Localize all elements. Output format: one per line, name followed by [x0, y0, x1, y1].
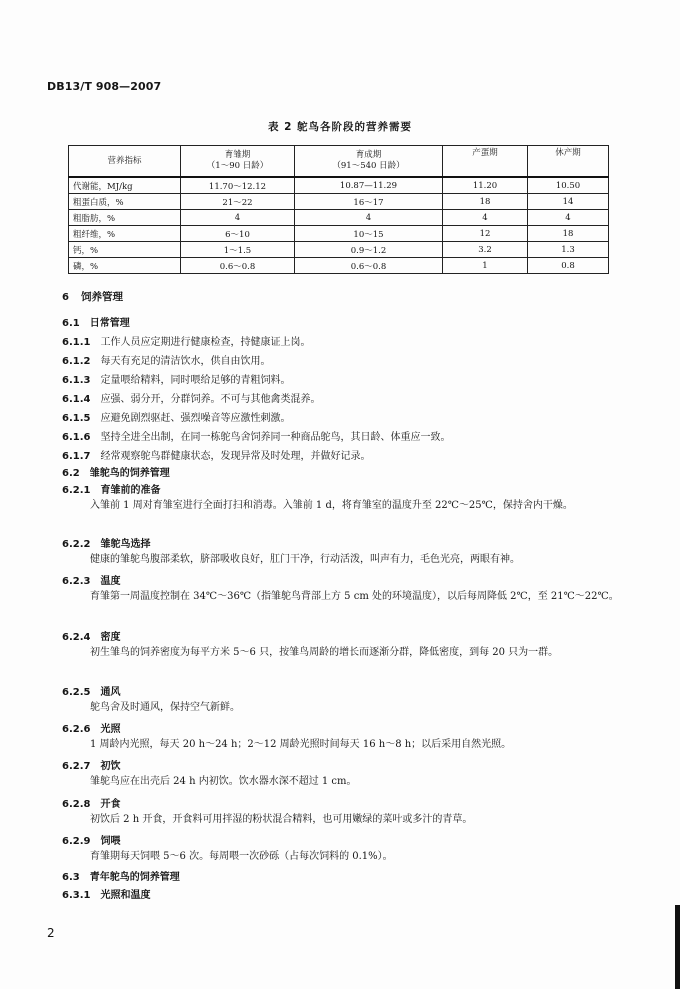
table-cell: 4 [295, 210, 443, 226]
table-row [69, 194, 609, 210]
column-header-name: 育雏期 [224, 150, 251, 160]
table-row [69, 210, 609, 226]
table-row [69, 258, 609, 274]
table-cell: 11.20 [443, 177, 528, 194]
clause [62, 409, 290, 424]
section-title: 雏鸵鸟选择 [100, 539, 151, 550]
table-row [69, 242, 609, 258]
table-cell: 0.6～0.8 [295, 258, 443, 274]
section-number: 6.3.1 [62, 890, 91, 901]
clause-number: 6.1.2 [62, 356, 91, 367]
page-edge-mark [675, 905, 680, 989]
section-title: 初饮 [100, 761, 121, 772]
table-cell: 18 [443, 194, 528, 210]
column-header-name: 营养指标 [107, 155, 142, 166]
document-id: DB13/T 908—2007 [47, 80, 162, 93]
table-cell: 1 [443, 258, 528, 274]
clause-number: 6.1.4 [62, 394, 91, 405]
clause-number: 6.1.7 [62, 451, 91, 462]
section-number: 6.2.8 [62, 799, 91, 810]
section-title: 温度 [100, 576, 121, 587]
section-number: 6.2.2 [62, 539, 91, 550]
table-cell: 10.87—11.29 [295, 177, 443, 194]
section-heading [62, 314, 130, 329]
section-title: 密度 [100, 632, 121, 643]
paragraph: 入雏前 1 周对育雏室进行全面打扫和消毒。入雏前 1 d，将育雏室的温度升至 22℃～25℃，保持舍内干燥。 [90, 500, 573, 511]
table-cell: 12 [443, 226, 528, 242]
table-cell: 1～1.5 [181, 242, 295, 258]
clause-text: 应强、弱分开，分群饲养。不可与其他禽类混养。 [100, 394, 321, 405]
section-title: 青年鸵鸟的饲养管理 [89, 872, 180, 883]
table-cell: 10～15 [295, 226, 443, 242]
section-number: 6.2.6 [62, 724, 91, 735]
paragraph: 1 周龄内光照，每天 20 h～24 h；2～12 周龄光照时间每天 16 h～8 h；以后采用自然光照。 [90, 739, 512, 750]
table-header-row [69, 146, 609, 178]
table-cell: 钙，% [69, 242, 181, 258]
table-cell: 6～10 [181, 226, 295, 242]
column-header-name: 产蛋期 [472, 148, 498, 158]
clause [62, 371, 290, 386]
clause [62, 447, 370, 462]
table-cell: 粗脂肪，% [69, 210, 181, 226]
table-row [69, 226, 609, 242]
page-number: 2 [47, 926, 55, 940]
section-title: 育雏前的准备 [100, 485, 161, 496]
table-cell: 16～17 [295, 194, 443, 210]
table-cell: 21～22 [181, 194, 295, 210]
section-number: 6.1 [62, 318, 80, 329]
paragraph: 鸵鸟舍及时通风，保持空气新鲜。 [90, 702, 240, 713]
subsection-heading [62, 481, 160, 496]
table-cell: 粗纤维，% [69, 226, 181, 242]
table-cell: 11.70～12.12 [181, 177, 295, 194]
table-row [69, 177, 609, 194]
paragraph: 初饮后 2 h 开食，开食料可用拌湿的粉状混合精料，也可用嫩绿的菜叶或多汁的青草。 [90, 814, 473, 825]
column-header [528, 146, 609, 178]
column-header [181, 146, 295, 178]
column-header-name: 育成期 [355, 150, 382, 160]
table-cell: 10.50 [528, 177, 609, 194]
column-header [69, 146, 181, 178]
clause-number: 6.1.6 [62, 432, 91, 443]
clause [62, 390, 320, 405]
paragraph: 育雏第一周温度控制在 34℃～36℃（指雏鸵鸟背部上方 5 cm 处的环境温度），以后每周降低 2℃，至 21℃～22℃。 [90, 591, 619, 602]
clause-text: 应避免剧烈驱赶、强烈噪音等应激性刺激。 [100, 413, 291, 424]
section-number: 6.2 [62, 468, 80, 479]
section-heading [62, 868, 180, 883]
subsection-heading [62, 535, 150, 550]
clause-number: 6.1.3 [62, 375, 91, 386]
table-caption: 表 2 鸵鸟各阶段的营养需要 [267, 121, 413, 133]
clause-text: 每天有充足的清洁饮水，供自由饮用。 [100, 356, 271, 367]
column-header-sub: （91～540 日龄） [332, 161, 405, 171]
column-header-sub: （1～90 日龄） [206, 161, 269, 171]
clause [62, 352, 270, 367]
paragraph: 雏鸵鸟应在出壳后 24 h 内初饮。饮水器水深不超过 1 cm。 [90, 776, 357, 787]
clause-text: 坚持全进全出制，在同一栋鸵鸟舍饲养同一种商品鸵鸟，其日龄、体重应一致。 [100, 432, 451, 443]
section-title: 雏鸵鸟的饲养管理 [89, 468, 170, 479]
subsection-heading [62, 683, 120, 698]
paragraph: 育雏期每天饲喂 5～6 次。每周喂一次砂砾（占每次饲料的 0.1%）。 [90, 851, 393, 862]
section-title: 光照 [100, 724, 121, 735]
section-title: 通风 [100, 687, 121, 698]
table-cell: 磷，% [69, 258, 181, 274]
clause-text: 工作人员应定期进行健康检查，持健康证上岗。 [100, 337, 311, 348]
table-cell: 1.3 [528, 242, 609, 258]
section-number: 6.2.9 [62, 836, 91, 847]
clause-text: 定量喂给精料，同时喂给足够的青粗饲料。 [100, 375, 291, 386]
section-heading [62, 464, 170, 479]
subsection-heading [62, 886, 150, 901]
section-number: 6.2.5 [62, 687, 91, 698]
clause-text: 经常观察鸵鸟群健康状态，发现异常及时处理，并做好记录。 [100, 451, 371, 462]
section-number: 6.2.3 [62, 576, 91, 587]
section-number: 6 [62, 292, 69, 303]
section-title: 开食 [100, 799, 121, 810]
table-cell: 0.9～1.2 [295, 242, 443, 258]
paragraph: 健康的雏鸵鸟腹部柔软，脐部吸收良好，肛门干净，行动活泼，叫声有力，毛色光亮，两眼有神。 [90, 554, 520, 565]
nutrition-table [68, 145, 609, 274]
column-header [295, 146, 443, 178]
table-cell: 14 [528, 194, 609, 210]
section-title: 日常管理 [89, 318, 130, 329]
section-number: 6.2.7 [62, 761, 91, 772]
subsection-heading [62, 832, 120, 847]
section-heading [62, 289, 123, 304]
table-cell: 0.8 [528, 258, 609, 274]
column-header [443, 146, 528, 178]
section-title: 饲喂 [100, 836, 121, 847]
paragraph: 初生雏鸟的饲养密度为每平方米 5～6 只，按雏鸟周龄的增长而逐渐分群，降低密度，到每 20 只为一群。 [90, 647, 559, 658]
table-cell: 粗蛋白质，% [69, 194, 181, 210]
table-cell: 4 [528, 210, 609, 226]
section-title: 光照和温度 [100, 890, 151, 901]
subsection-heading [62, 572, 120, 587]
subsection-heading [62, 720, 120, 735]
table-cell: 3.2 [443, 242, 528, 258]
table-cell: 0.6～0.8 [181, 258, 295, 274]
table-cell: 代谢能，MJ/kg [69, 177, 181, 194]
table-cell: 18 [528, 226, 609, 242]
clause-number: 6.1.5 [62, 413, 91, 424]
table-cell: 4 [443, 210, 528, 226]
clause-number: 6.1.1 [62, 337, 91, 348]
section-number: 6.2.4 [62, 632, 91, 643]
subsection-heading [62, 628, 120, 643]
table-cell: 4 [181, 210, 295, 226]
section-number: 6.3 [62, 872, 80, 883]
section-title: 饲养管理 [80, 291, 123, 303]
clause [62, 333, 310, 348]
subsection-heading [62, 795, 120, 810]
section-number: 6.2.1 [62, 485, 91, 496]
subsection-heading [62, 757, 120, 772]
clause [62, 428, 450, 443]
column-header-name: 休产期 [555, 148, 581, 158]
